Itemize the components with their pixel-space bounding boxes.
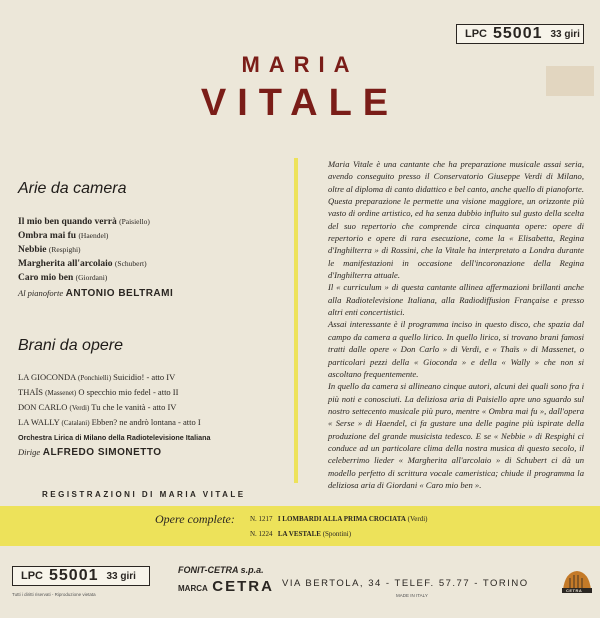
opera-item: LA GIOCONDA (Ponchielli) Suicidio! - atto IV <box>18 372 176 382</box>
logo-text: CETRA <box>566 588 583 593</box>
recording-item: N. 1217 I LOMBARDI ALLA PRIMA CROCIATA (Verdi) <box>250 515 428 523</box>
pianist-name: ANTONIO BELTRAMI <box>65 288 174 299</box>
opera-item: DON CARLO (Verdi) Tu che le vanità - atto IV <box>18 402 177 412</box>
brani-list <box>18 370 293 430</box>
recordings-label: Opere complete: <box>155 512 235 526</box>
catalog-box-top <box>456 24 584 44</box>
catalog-speed: 33 giri <box>106 570 136 582</box>
song-item: Ombra mai fu (Haendel) <box>18 231 109 241</box>
catalog-box-bottom <box>12 566 150 586</box>
recording-item: N. 1224 LA VESTALE (Spontini) <box>250 530 352 538</box>
orchestra-credit: Orchestra Lirica di Milano della Radiotelevisione Italiana <box>18 433 211 442</box>
arie-heading: Arie da camera <box>18 180 127 197</box>
notes-paragraph: In quello da camera si allineano cinque autori, alcuni dei quali sono fra i più noti e conosciuti. La deliziosa aria di Paisiello apre uno sguardo sul nostro settecento musicale più puro, mentre « Ombra mai fu », dall'opera « Serse » di Haendel, ci fa gustare una delle pagine più ispirate della produzione del grande musicista tedesco. E se « Nebbie » di Respighi ci conduce ad un particolare clima della nostra musica di questo secolo, il celeberrimo lieder « Margherita all'arcolaio » di Schubert ci dà un modello perfetto di scrittura vocale cameristica; chiude il programma la deliziosa aria di Giordani « Caro mio ben ». <box>328 381 584 490</box>
pianist-label: Al pianoforte <box>18 288 64 298</box>
brand-name: CETRA <box>212 578 274 595</box>
catalog-prefix: LPC <box>465 28 487 40</box>
cetra-logo <box>560 566 594 594</box>
opera-item: LA WALLY (Catalani) Ebben? ne andrò lontana - atto I <box>18 417 201 427</box>
catalog-prefix: LPC <box>21 570 43 582</box>
pianist-credit <box>18 288 173 299</box>
catalog-number: 55001 <box>493 25 543 42</box>
artist-last-name: VITALE <box>200 82 400 124</box>
song-item: Il mio ben quando verrà (Paisiello) <box>18 217 150 227</box>
notes-paragraph: Maria Vitale è una cantante che ha preparazione musicale assai seria, avendo conseguito presso il Conservatorio Giuseppe Verdi di Milano, oltre al diploma di canto didattico e bel canto, anche quello di pianoforte. Questa preparazione le permette una visione maggiore, un orizzonte più vasto di ordine artistico, ed ha senza dubbio influito sul gusto della scelta del suo repertorio che comprende circa cinquanta opere: opere di repertorio e opere di rara esecuzione, come la « Elisabetta, Regina d'Inghilterra » di Rossini, che la Vitale ha interpretato a Londra durante le manifestazioni in occasione dell'incoronazione della Regina d'Inghilterra attuale. <box>328 159 584 281</box>
conductor-name: ALFREDO SIMONETTO <box>42 447 162 458</box>
address: VIA BERTOLA, 34 - TELEF. 57.77 - TORINO <box>282 578 529 589</box>
artist-first-name: MARIA <box>241 52 359 77</box>
notes-paragraph: Assai interessante è il programma inciso in questo disco, che spazia dal campo da camera a quello lirico. In quello lirico, si trovano brani famosi tratti dalle opere « Don Carlo » di Verdi, e « Thaïs » di Massenet, o particolari pezzi della « Gioconda » e della « Wally » che non si ascoltano frequentemente. <box>328 319 584 379</box>
catalog-number: 55001 <box>49 567 99 584</box>
company-name: FONIT-CETRA s.p.a. <box>178 565 264 575</box>
column-divider <box>294 158 298 483</box>
notes-paragraph: Il « curriculum » di questa cantante allinea affermazioni brillanti anche alla Radiotelevisione Italiana, alla Radiodiffusion Française e presso altri enti concertistici. <box>328 282 584 318</box>
brand-line <box>178 578 274 596</box>
recordings-band <box>0 506 600 546</box>
conductor-label: Dirige <box>18 447 41 457</box>
marca-label: MARCA <box>178 584 208 593</box>
recordings-heading: REGISTRAZIONI DI MARIA VITALE <box>42 490 246 499</box>
song-item: Nebbie (Respighi) <box>18 245 81 255</box>
song-item: Margherita all'arcolaio (Schubert) <box>18 259 147 269</box>
fine-print: Tutti i diritti riservati - Riproduzione vietata <box>12 592 96 597</box>
arie-song-list <box>18 215 288 285</box>
opera-item: THAÏS (Massenet) O specchio mio fedel - atto II <box>18 387 179 397</box>
brani-heading: Brani da opere <box>18 337 123 354</box>
catalog-speed: 33 giri <box>550 28 580 40</box>
conductor-credit <box>18 447 162 458</box>
liner-notes <box>328 158 584 491</box>
song-item: Caro mio ben (Giordani) <box>18 273 108 283</box>
made-in-italy: MADE IN ITALY <box>396 593 428 598</box>
